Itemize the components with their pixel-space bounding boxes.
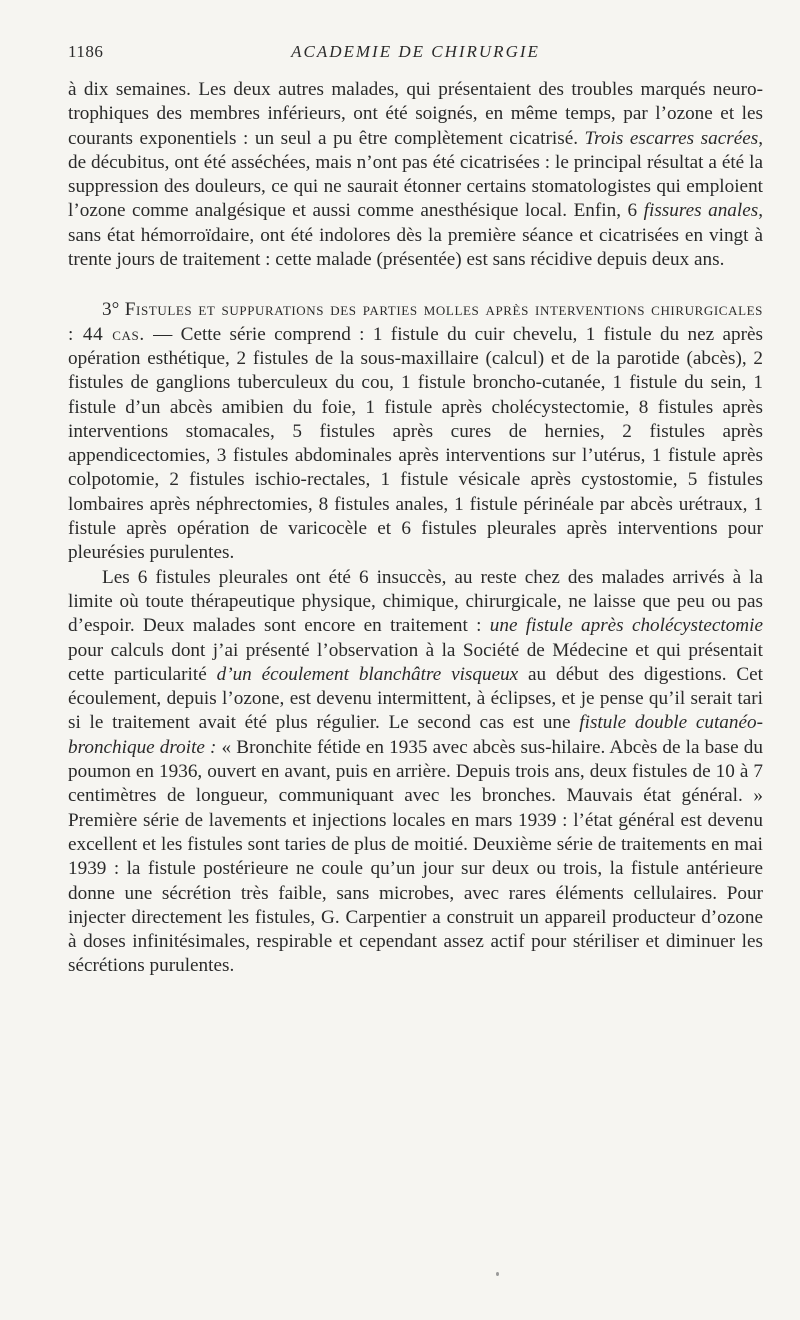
- article-body: [68, 78, 763, 979]
- print-speck: [496, 1272, 499, 1276]
- running-header: [68, 40, 763, 66]
- italic-emphasis: Trois escarres sacrées: [584, 127, 759, 149]
- text-run: au début des digestions. Cet écoulement, depuis l’ozone, est devenu intermittent, à éclipses, et je pense qu’il serait tari si le traitement avait été plus régulier. Le second cas est une: [68, 663, 763, 734]
- page-number: 1186: [68, 42, 104, 61]
- paragraph-p1: [68, 78, 763, 272]
- paragraph-p2: [68, 298, 763, 565]
- italic-emphasis: fissures anales: [643, 200, 759, 222]
- text-run: pour calculs dont j’ai présenté l’observation à la Société de Médecine et qui présentait cette particularité: [68, 639, 763, 685]
- journal-title: ACADEMIE DE CHIRURGIE: [291, 42, 540, 61]
- italic-emphasis: une fistule après cholécystectomie: [489, 615, 763, 637]
- italic-emphasis: fistule double cutanéo-bronchique droite :: [68, 712, 763, 758]
- text-run: — Cette série comprend : 1 fistule du cuir chevelu, 1 fistule du nez après opération esthétique, 2 fistules de la sous-maxillaire (calcul) et de la parotide (abcès), 2 fistules de ganglions tuberculeux du cou, 1 fistule broncho-cutanée, 1 fistule du sein, 1 fistule d’un abcès amibien du foie, 1 fistule après cholécystectomie, 8 fistules après interventions stomacales, 5 fistules après cures de hernies, 2 fistules après appendicectomies, 3 fistules abdominales après interventions sur l’utérus, 1 fistule après colpotomie, 2 fistules ischio-rectales, 1 fistule vésicale après cystostomie, 5 fistules lombaires après néphrectomies, 8 fistules anales, 1 fistule périnéale par abcès urétraux, 1 fistule après opération de varicocèle et 6 fistules pleurales après interventions pour pleurésies purulentes.: [68, 323, 763, 564]
- text-run: , de décubitus, ont été asséchées, mais n’ont pas été cicatrisées : le principal résultat a été la suppression des douleurs, ce qui ne saurait étonner certains stomatologistes qui emploient l’ozone comme analgésique et aussi comme anesthésique local. Enfin, 6: [68, 127, 763, 222]
- text-run: Les 6 fistules pleurales ont été 6 insuccès, au reste chez des malades arrivés à la limite où toute thérapeutique physique, chimique, chirurgicale, ne laisse que peu ou pas d’espoir. Deux malades sont encore en traitement :: [68, 566, 763, 637]
- text-run: à dix semaines. Les deux autres malades, qui présentaient des troubles marqués neuro-trophiques des membres inférieurs, ont été soignés, en même temps, par l’ozone et les courants exponentiels : un seul a pu être complètement cicatrisé.: [68, 79, 763, 149]
- paragraph-p3: [68, 566, 763, 979]
- italic-emphasis: d’un écoulement blanchâtre visqueux: [216, 663, 519, 685]
- section-heading: Fistules et suppurations des parties molles après interventions chirurgicales : 44 cas.: [68, 299, 763, 345]
- text-run: « Bronchite fétide en 1935 avec abcès sus-hilaire. Abcès de la base du poumon en 1936, ouvert en avant, puis en arrière. Depuis trois ans, deux fistules de 10 à 7 centimètres de longueur, communiquant avec les bronches. Mauvais état général. » Première série de lavements et injections locales en mars 1939 : l’état général est devenu excellent et les fistules sont taries de plus de moitié. Deuxième série de traitements en mai 1939 : la fistule postérieure ne coule qu’un jour sur deux ou trois, la fistule antérieure donne une sécrétion très faible, sans microbes, avec rares éléments cellulaires. Pour injecter directement les fistules, G. Carpentier a construit un appareil producteur d’ozone à doses infinitésimales, respirable et cependant assez actif pour stériliser et diminuer les sécrétions purulentes.: [68, 736, 763, 977]
- text-run: , sans état hémorroïdaire, ont été indolores dès la première séance et cicatrisées en vingt à trente jours de traitement : cette malade (présentée) est sans récidive depuis deux ans.: [68, 200, 763, 271]
- text-run: 3°: [102, 299, 125, 321]
